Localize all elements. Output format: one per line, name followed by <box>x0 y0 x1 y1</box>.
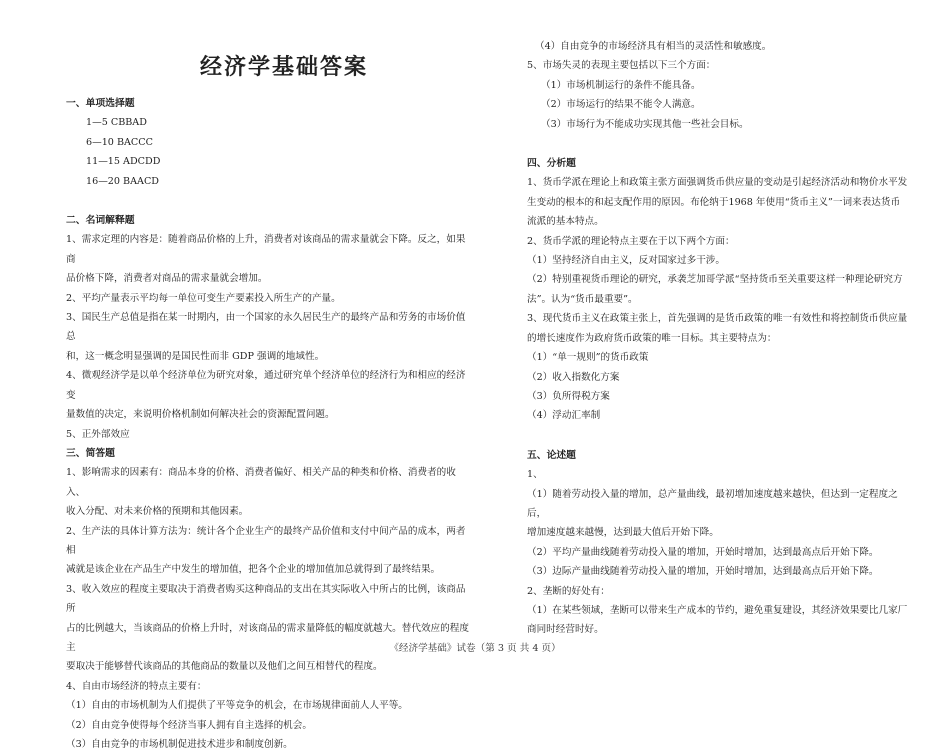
text-line: 5、市场失灵的表现主要包括以下三个方面： <box>527 60 716 72</box>
section-analysis <box>527 154 913 426</box>
section-heading: 五、论述题 <box>527 449 576 461</box>
text-line: 5、正外部效应 <box>66 428 130 440</box>
text-line: （3）负所得税方案 <box>527 390 610 402</box>
section-single-choice <box>66 94 474 191</box>
section-heading: 二、名词解释题 <box>66 215 135 227</box>
text-line: （3）边际产量曲线随着劳动投入量的增加，开始时增加，达到最高点后开始下降。 <box>527 566 879 578</box>
text-line: 1、货币学派在理论上和政策主张方面强调货币供应量的变动是引起经济活动和物价水平发 <box>527 177 908 189</box>
text-line: 4、自由市场经济的特点主要有： <box>66 680 207 692</box>
section-essay <box>527 446 913 640</box>
text-line: 2、垄断的好处有： <box>527 585 610 597</box>
text-line: 的增长速度作为政府货币政策的唯一目标。其主要特点为： <box>527 332 777 344</box>
text-line: 要取决于能够替代该商品的其他商品的数量以及他们之间互相替代的程度。 <box>66 661 383 673</box>
right-column <box>527 0 913 640</box>
text-line: 商同时经营时好。 <box>527 624 604 636</box>
text-line: （3）自由竞争的市场机制促进技术进步和制度创新。 <box>66 739 293 750</box>
section-short-answer <box>66 444 474 754</box>
text-line: （1）市场机制运行的条件不能具备。 <box>541 79 701 91</box>
text-line: 2、货币学派的理论特点主要在于以下两个方面： <box>527 235 735 247</box>
section-continuation <box>527 37 913 134</box>
text-line: 减就是该企业在产品生产中发生的增加值，把各个企业的增加值加总就得到了最终结果。 <box>66 564 441 576</box>
text-line: （1）随着劳动投入量的增加，总产量曲线，最初增加速度越来越快，但达到一定程度之后， <box>527 488 898 519</box>
text-line: 1、影响需求的因素有：商品本身的价格、消费者偏好、相关产品的种类和价格、消费者的收入、 <box>66 467 456 498</box>
section-term-definitions <box>66 211 474 444</box>
page-footer: 《经济学基础》试卷（第 3 页 共 4 页） <box>389 643 561 654</box>
answer-line: 6—10 BACCC <box>86 136 153 148</box>
document-title: 经济学基础答案 <box>200 55 369 80</box>
text-line: 1、 <box>527 469 543 481</box>
text-line: （1）自由的市场机制为人们提供了平等竞争的机会，在市场规律面前人人平等。 <box>66 700 408 712</box>
answer-line: 11—15 ADCDD <box>86 156 161 168</box>
text-line: 增加速度越来越慢，达到最大值后开始下降。 <box>527 527 719 539</box>
text-line: 3、收入效应的程度主要取决于消费者购买这种商品的支出在其实际收入中所占的比例，该商品所 <box>66 583 466 615</box>
text-line: （1）坚持经济自由主义，反对国家过多干涉。 <box>527 255 725 267</box>
text-line: 生变动的根本的和起支配作用的原因。布伦纳于1968 年使用“货币主义”一词来表达货币 <box>527 196 901 208</box>
text-line: 法”。认为“货币最重要”。 <box>527 293 638 305</box>
text-line: （1）“单一规则”的货币政策 <box>527 352 649 364</box>
text-line: （2）市场运行的结果不能令人满意。 <box>541 99 701 111</box>
text-line: 品价格下降，消费者对商品的需求量就会增加。 <box>66 273 268 285</box>
text-line: （3）市场行为不能成功实现其他一些社会目标。 <box>541 118 749 130</box>
answer-line: 16—20 BAACD <box>86 175 159 187</box>
text-line: 占的比例越大，当该商品的价格上升时，对该商品的需求量降低的幅度就越大。替代效应的程度主 <box>66 622 469 653</box>
text-line: 3、国民生产总值是指在某一时期内，由一个国家的永久居民生产的最终产品和劳务的市场价值总 <box>66 312 466 343</box>
answer-line: 1—5 CBBAD <box>86 117 147 129</box>
text-line: （2）收入指数化方案 <box>527 371 620 383</box>
text-line: 和，这一概念明显强调的是国民性而非 GDP 强调的地域性。 <box>66 350 325 362</box>
text-line: 4、微观经济学是以单个经济单位为研究对象，通过研究单个经济单位的经济行为和相应的经济变 <box>66 370 466 401</box>
text-line: （2）平均产量曲线随着劳动投入量的增加，开始时增加，达到最高点后开始下降。 <box>527 546 879 558</box>
text-line: 1、需求定理的内容是：随着商品价格的上升，消费者对该商品的需求量就会下降。反之，如果商 <box>66 234 466 265</box>
text-line: （4）自由竞争的市场经济具有相当的灵活性和敏感度。 <box>535 41 772 52</box>
section-heading: 三、简答题 <box>66 447 115 459</box>
text-line: 3、现代货币主义在政策主张上，首先强调的是货币政策的唯一有效性和将控制货币供应量 <box>527 313 908 325</box>
text-line: 2、平均产量表示平均每一单位可变生产要素投入所生产的产量。 <box>66 292 341 304</box>
text-line: 量数值的决定，来说明价格机制如何解决社会的资源配置问题。 <box>66 409 335 421</box>
section-heading: 一、单项选择题 <box>66 98 135 109</box>
text-line: （1）在某些领域，垄断可以带来生产成本的节约，避免重复建设，其经济效果要比几家厂 <box>527 604 908 616</box>
text-line: 收入分配、对未来价格的预期和其他因素。 <box>66 506 249 518</box>
section-heading: 四、分析题 <box>527 158 576 170</box>
text-line: 流派的基本特点。 <box>527 216 604 228</box>
text-line: （2）自由竞争使得每个经济当事人拥有自主选择的机会。 <box>66 719 312 731</box>
text-line: （2）特别重视货币理论的研究，承袭芝加哥学派“坚持货币至关重要这样一种理论研究方 <box>527 274 903 286</box>
text-line: （4）浮动汇率制 <box>527 410 601 422</box>
text-line: 2、生产法的具体计算方法为：统计各个企业生产的最终产品价值和支付中间产品的成本，两者相 <box>66 525 466 556</box>
